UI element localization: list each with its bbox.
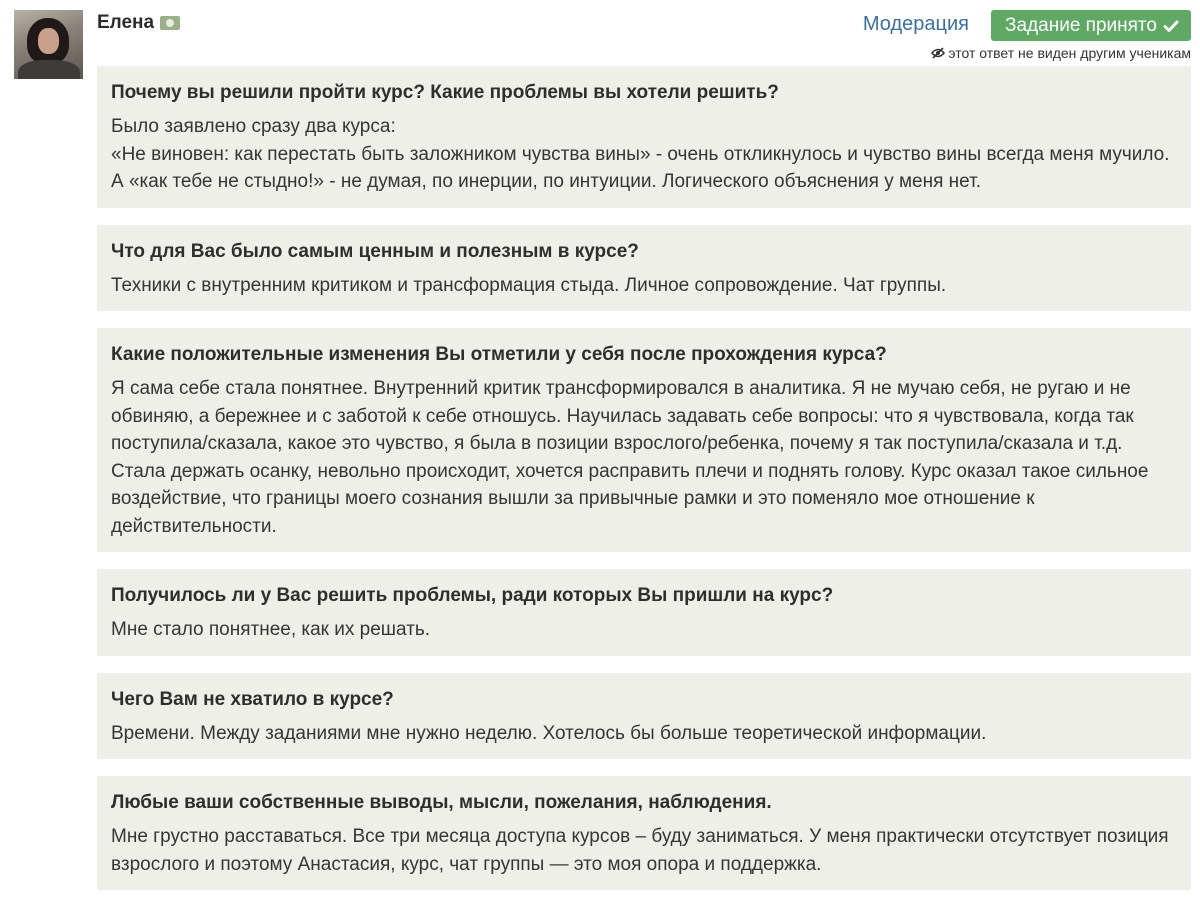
avatar-face — [38, 28, 59, 54]
user-name[interactable]: Елена — [97, 12, 155, 33]
answer-text: Техники с внутренним критиком и трансформация стыда. Личное сопровождение. Чат группы. — [111, 274, 947, 296]
avatar[interactable] — [14, 10, 83, 79]
money-icon — [160, 16, 180, 30]
question-text: Чего Вам не хватило в курсе? — [111, 688, 394, 710]
moderation-link[interactable]: Модерация — [862, 13, 969, 35]
question-text: Почему вы решили пройти курс? Какие проблемы вы хотели решить? — [111, 82, 779, 103]
eye-slash-icon — [931, 47, 945, 59]
question-text: Какие положительные изменения Вы отметили у себя после прохождения курса? — [111, 344, 887, 365]
qa-block — [97, 776, 1191, 890]
answer-text: Я сама себе стала понятнее. Внутренний критик трансформировался в аналитика. Я не мучаю себя, не ругаю и не обвиняю, а бережнее и с заботой к себе отношусь. Научилась задавать себе вопросы: что я чувствовала, когда так поступила/сказала, какое это чувство, я была в позиции взрослого/ребенка, почему я так поступила/сказала и т.д. Стала держать осанку, невольно происходит, хочется расправить плечи и поднять голову. Курс оказал такое сильное воздействие, что границы моего сознания вышли за привычные рамки и это поменяло мое отношение к действительности. — [111, 378, 1149, 537]
qa-block — [97, 673, 1191, 760]
task-accepted-button[interactable] — [991, 10, 1191, 41]
question-text: Любые ваши собственные выводы, мысли, пожелания, наблюдения. — [111, 792, 772, 813]
qa-block — [97, 225, 1191, 312]
qa-list — [97, 66, 1191, 907]
hidden-note-text: этот ответ не виден другим ученикам — [948, 45, 1191, 61]
avatar-body — [18, 60, 80, 79]
task-accepted-label: Задание принято — [1005, 14, 1157, 36]
answer-text: Мне стало понятнее, как их решать. — [111, 619, 431, 640]
qa-block — [97, 328, 1191, 552]
answer-text: Мне грустно расставаться. Все три месяца доступа курсов – буду заниматься. У меня практически отсутствует позиция взрослого и поэтому Анастасия, курс, чат группы — это моя опора и поддержка. — [111, 826, 1169, 875]
qa-block — [97, 66, 1191, 208]
question-text: Получилось ли у Вас решить проблемы, ради которых Вы пришли на курс? — [111, 585, 834, 606]
qa-block — [97, 569, 1191, 656]
answer-text: Времени. Между заданиями мне нужно неделю. Хотелось бы больше теоретической информации. — [111, 722, 987, 744]
hidden-answer-note — [931, 45, 1191, 61]
question-text: Что для Вас было самым ценным и полезным в курсе? — [111, 240, 639, 262]
answer-text: Было заявлено сразу два курса: «Не виновен: как перестать быть заложником чувства вины» - очень откликнулось и чувство вины всегда меня мучило. А «как тебе не стыдно!» - не думая, по инерции, по интуиции. Логического объяснения у меня нет. — [111, 116, 1170, 192]
user-name-row — [97, 12, 180, 34]
check-icon — [1163, 18, 1179, 34]
